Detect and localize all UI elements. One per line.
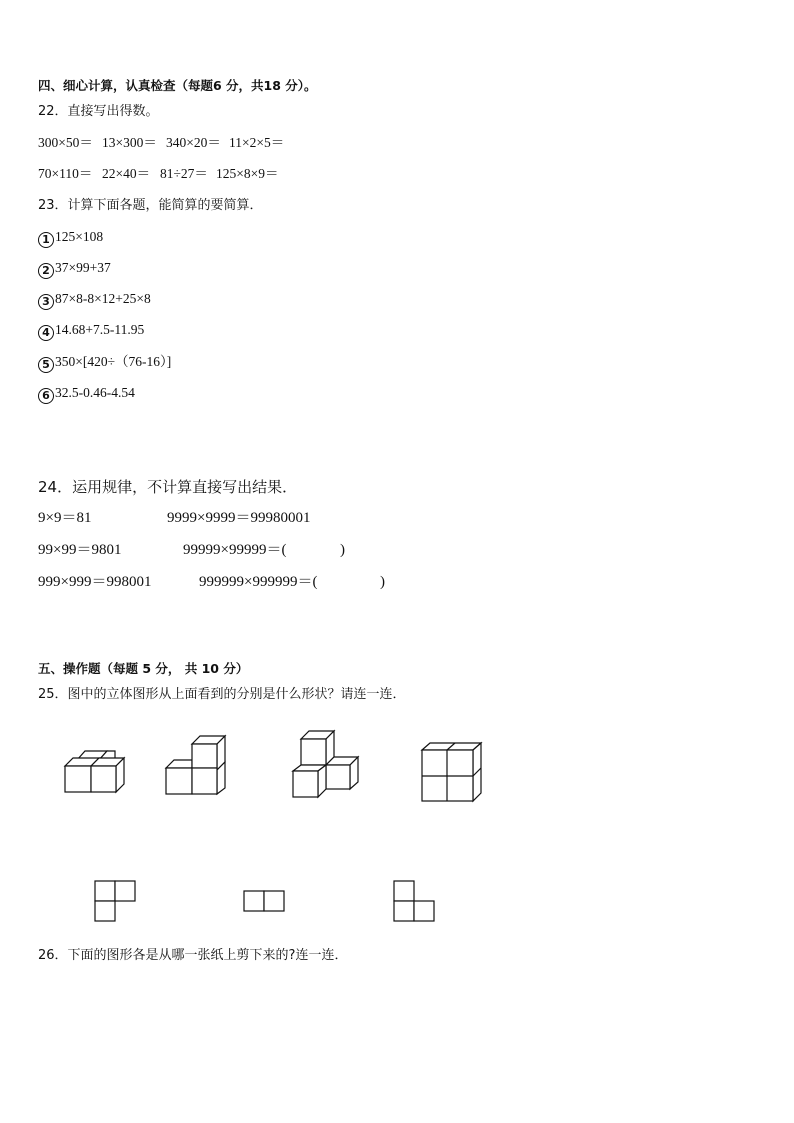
q23-expression: 350×[420÷（76-16）] [55, 354, 172, 369]
q22-row2-item: 70×110＝ [38, 166, 93, 181]
circled-number: 4 [38, 325, 54, 341]
q23-expression: 32.5-0.46-4.54 [55, 385, 135, 400]
q24-left-item: 99×99＝9801 [38, 542, 122, 558]
q23-expression: 37×99+37 [55, 260, 111, 275]
q23-expression: 14.68+7.5-11.95 [55, 322, 145, 337]
section-heading-4: 四、细心计算，认真检查（每题6 分，共18 分）。 [38, 78, 317, 93]
q22-row2-item: 81÷27＝ [160, 166, 208, 181]
q22-row1-item: 340×20＝ [166, 135, 221, 150]
q23-expression: 87×8-8×12+25×8 [55, 291, 151, 306]
q24-close-paren: ) [380, 574, 385, 590]
q24-close-paren: ) [340, 542, 345, 558]
q24-left-item: 999×999＝998001 [38, 574, 152, 590]
top-view-2 [244, 891, 284, 911]
q22-row2-item: 125×8×9＝ [216, 166, 279, 181]
question-23-prompt: 23．计算下面各题，能简算的要简算． [38, 198, 263, 213]
solid-figure-2 [166, 736, 225, 794]
q22-row1-item: 13×300＝ [102, 135, 157, 150]
question-26-prompt: 26．下面的图形各是从哪一张纸上剪下来的?连一连． [38, 948, 348, 963]
q23-expression: 125×108 [55, 229, 104, 244]
question-24-prompt: 24．运用规律，不计算直接写出结果． [38, 478, 298, 496]
top-view-1 [95, 881, 135, 921]
q24-left-item: 9×9＝81 [38, 510, 92, 526]
question-22-prompt: 22．直接写出得数。 [38, 104, 159, 119]
q24-right-item: 9999×9999＝99980001 [167, 510, 311, 526]
circled-number: 2 [38, 263, 54, 279]
solid-figure-3 [293, 731, 358, 797]
solid-figure-4 [422, 743, 481, 801]
circled-number: 6 [38, 388, 54, 404]
circled-number: 3 [38, 294, 54, 310]
solid-figure-1 [65, 751, 124, 792]
q22-row1-item: 11×2×5＝ [229, 135, 285, 150]
top-view-3 [394, 881, 434, 921]
circled-number: 5 [38, 357, 54, 373]
section-heading-5: 五、操作题（每题 5 分， 共 10 分） [38, 661, 249, 676]
q22-row2-item: 22×40＝ [102, 166, 151, 181]
circled-number: 1 [38, 232, 54, 248]
q24-right-item: 99999×99999＝( [183, 542, 287, 558]
q24-right-item: 999999×999999＝( [199, 574, 318, 590]
q22-row1-item: 300×50＝ [38, 135, 93, 150]
question-25-prompt: 25．图中的立体图形从上面看到的分别是什么形状？请连一连． [38, 687, 406, 702]
